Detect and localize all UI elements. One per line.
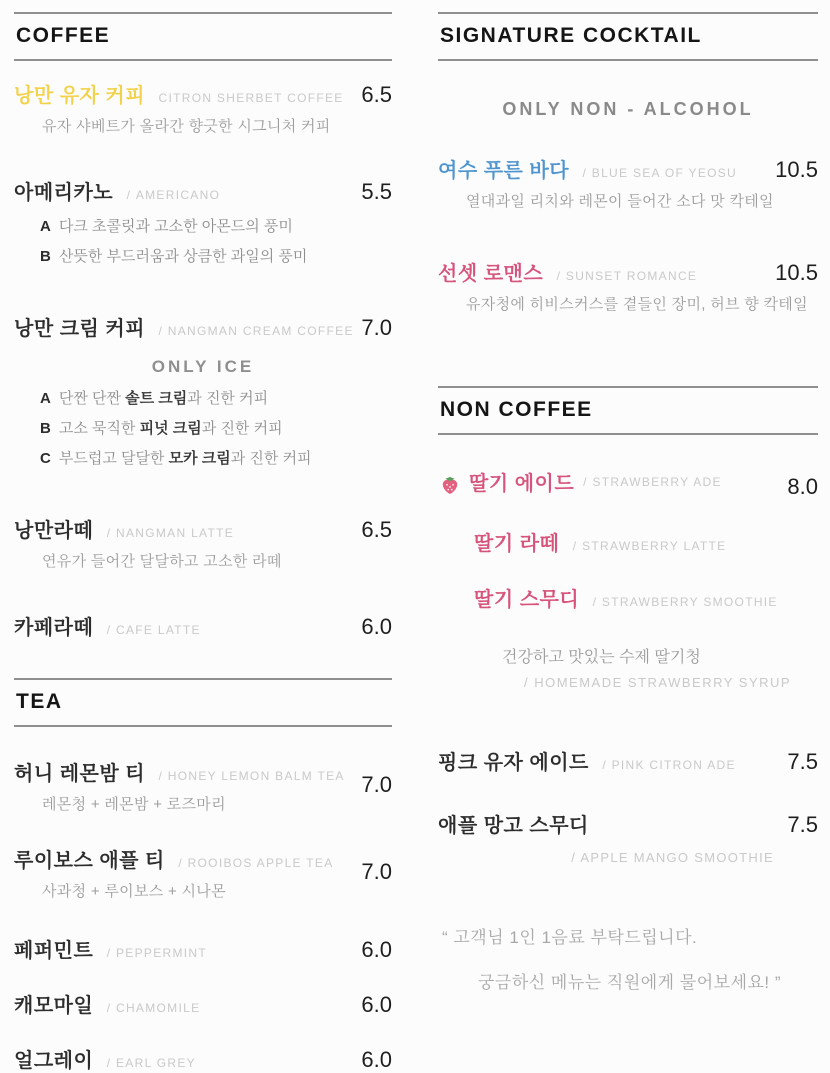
only-ice-note: ONLY ICE — [151, 357, 255, 376]
item-row — [14, 79, 392, 108]
item-name: 여수 푸른 바다 — [438, 160, 570, 182]
section-title-tea: TEA — [16, 690, 63, 713]
item-name: 딸기 라떼 — [474, 532, 560, 555]
menu-column-right — [438, 12, 818, 1073]
item-subtitle: / HONEY LEMON BALM TEA — [158, 769, 345, 783]
item-subtitle: / NANGMAN CREAM COFFEE — [158, 324, 354, 338]
item-price: 5.5 — [361, 179, 392, 204]
item-name: 아메리카노 — [14, 182, 114, 204]
menu-item-cafe-latte — [14, 611, 392, 640]
section-title-non-coffee: NON COFFEE — [440, 398, 593, 421]
option-label: B — [40, 248, 51, 265]
item-options — [40, 387, 392, 468]
option-text: 다크 초콜릿과 고소한 아몬드의 풍미 — [58, 218, 293, 235]
item-row — [14, 176, 392, 205]
option-a — [40, 215, 392, 236]
item-price: 10.5 — [775, 157, 818, 182]
section-header-coffee — [14, 12, 392, 61]
option-a — [40, 387, 392, 408]
option-label: C — [40, 450, 51, 467]
menu-item-blue-sea-of-yeosu — [438, 154, 818, 211]
option-text: 과 진한 커피 — [187, 390, 269, 407]
item-row — [14, 312, 392, 341]
item-subtitle: CITRON SHERBET COFFEE — [158, 91, 344, 105]
item-row — [14, 844, 392, 884]
menu-item-nangman-latte — [14, 514, 392, 571]
item-price: 7.0 — [361, 772, 392, 797]
non-alcohol-note: ONLY NON - ALCOHOL — [502, 99, 754, 119]
strawberry-icon — [438, 472, 462, 496]
item-name: 캐모마일 — [14, 995, 94, 1017]
item-subtitle: / SUNSET ROMANCE — [556, 269, 698, 283]
menu-item-pink-citron-ade — [438, 746, 818, 775]
menu-item-strawberry-smoothie — [474, 583, 818, 612]
strawberry-description-kr: 건강하고 맛있는 수제 딸기청 — [502, 648, 701, 666]
item-name: 얼그레이 — [14, 1050, 94, 1072]
option-text-bold: 모카 크림 — [168, 450, 231, 467]
section-header-signature-cocktail — [438, 12, 818, 61]
item-price: 8.0 — [787, 473, 818, 499]
item-subtitle: / ROOIBOS APPLE TEA — [178, 856, 334, 870]
item-name: 핑크 유자 에이드 — [438, 751, 589, 774]
divider — [14, 725, 392, 727]
divider — [14, 59, 392, 61]
menu-item-sunset-romance — [438, 257, 818, 314]
item-row — [14, 989, 392, 1018]
item-price: 6.0 — [361, 937, 392, 962]
option-label: A — [40, 218, 51, 235]
item-price: 6.5 — [361, 82, 392, 107]
section-header-tea — [14, 678, 392, 727]
item-name: 딸기 에이드 — [469, 473, 575, 495]
strawberry-description-en: / HOMEMADE STRAWBERRY SYRUP — [524, 674, 792, 690]
footer-line-1: “ 고객님 1인 1음료 부탁드립니다. — [442, 927, 698, 947]
item-price: 7.0 — [361, 859, 392, 884]
item-options — [40, 215, 392, 266]
item-price: 6.5 — [361, 517, 392, 542]
divider — [438, 433, 818, 435]
item-price: 6.0 — [361, 992, 392, 1017]
item-row — [14, 934, 392, 963]
option-text: 단짠 단짠 — [58, 390, 126, 407]
item-subtitle: / CHAMOMILE — [106, 1001, 201, 1015]
menu-item-nangman-cream-coffee — [14, 312, 392, 468]
menu-item-strawberry-ade — [438, 467, 818, 500]
menu-item-apple-mango-smoothie — [438, 809, 818, 865]
option-text: 산뜻한 부드러움과 상큼한 과일의 풍미 — [58, 248, 308, 265]
item-row — [438, 467, 818, 500]
item-price: 6.0 — [361, 614, 392, 639]
item-row — [438, 809, 818, 838]
item-row — [14, 757, 392, 797]
option-text-bold: 피넛 크림 — [139, 420, 202, 437]
item-price: 7.5 — [787, 811, 818, 837]
menu-footer-note — [442, 923, 818, 993]
item-row — [14, 1044, 392, 1073]
item-name: 허니 레몬밤 티 — [14, 763, 146, 785]
footer-line-2: 궁금하신 메뉴는 직원에게 물어보세요! ” — [478, 972, 782, 992]
option-b — [40, 245, 392, 266]
section-title-signature-cocktail: SIGNATURE COCKTAIL — [440, 24, 702, 47]
section-title-coffee: COFFEE — [16, 24, 111, 47]
item-description: 유자청에 히비스커스를 곁들인 장미, 허브 향 칵테일 — [466, 296, 808, 313]
option-text: 과 진한 커피 — [201, 420, 283, 437]
menu-item-strawberry-latte — [474, 527, 818, 556]
item-subtitle: / BLUE SEA OF YEOSU — [582, 166, 738, 180]
option-text: 고소 묵직한 — [58, 420, 140, 437]
item-price: 10.5 — [775, 260, 818, 285]
item-subtitle: / NANGMAN LATTE — [106, 526, 235, 540]
menu-item-earl-grey — [14, 1044, 392, 1073]
item-description: 유자 샤베트가 올라간 향긋한 시그니처 커피 — [42, 118, 331, 135]
item-row — [438, 746, 818, 775]
item-description: 열대과일 리치와 레몬이 들어간 소다 맛 칵테일 — [466, 193, 774, 210]
option-b — [40, 417, 392, 438]
item-subtitle: / AMERICANO — [126, 188, 221, 202]
option-text-bold: 솔트 크림 — [125, 390, 188, 407]
divider — [438, 12, 818, 14]
item-row — [438, 154, 818, 183]
divider — [14, 678, 392, 680]
item-description: 연유가 들어간 달달하고 고소한 라떼 — [42, 553, 282, 570]
option-text: 부드럽고 달달한 — [58, 450, 169, 467]
item-row — [474, 583, 818, 612]
item-name: 카페라떼 — [14, 617, 94, 639]
item-row — [14, 514, 392, 543]
option-label: A — [40, 390, 51, 407]
item-subtitle: / STRAWBERRY ADE — [583, 474, 722, 489]
option-text: 과 진한 커피 — [230, 450, 312, 467]
item-subtitle: / PEPPERMINT — [106, 946, 208, 960]
section-header-non-coffee — [438, 386, 818, 435]
item-name: 낭만라떼 — [14, 520, 94, 542]
item-name: 루이보스 애플 티 — [14, 850, 165, 872]
item-name: 딸기 스무디 — [474, 588, 580, 611]
item-name: 낭만 유자 커피 — [14, 85, 146, 107]
item-name: 페퍼민트 — [14, 940, 94, 962]
item-row — [438, 257, 818, 286]
item-name: 낭만 크림 커피 — [14, 318, 146, 340]
item-description: 레몬청 + 레몬밤 + 로즈마리 — [42, 796, 226, 813]
item-price: 6.0 — [361, 1047, 392, 1072]
option-c — [40, 447, 392, 468]
menu-item-honey-lemon-balm-tea — [14, 757, 392, 814]
item-row — [14, 611, 392, 640]
item-name: 애플 망고 스무디 — [438, 814, 589, 837]
item-name: 선셋 로맨스 — [438, 263, 544, 285]
item-subtitle: / CAFE LATTE — [106, 623, 201, 637]
item-price: 7.0 — [361, 315, 392, 340]
menu-item-citron-sherbet-coffee — [14, 79, 392, 136]
item-subtitle: / EARL GREY — [106, 1056, 196, 1070]
menu-item-peppermint — [14, 934, 392, 963]
menu-item-rooibos-apple-tea — [14, 844, 392, 901]
menu-column-left — [14, 12, 392, 1073]
divider — [14, 12, 392, 14]
item-subtitle: / STRAWBERRY SMOOTHIE — [592, 594, 778, 609]
item-subtitle: / STRAWBERRY LATTE — [572, 538, 727, 553]
option-label: B — [40, 420, 51, 437]
item-price: 7.5 — [787, 748, 818, 774]
item-row — [474, 527, 818, 556]
menu-item-americano — [14, 176, 392, 266]
divider — [438, 59, 818, 61]
item-subtitle: / APPLE MANGO SMOOTHIE — [571, 849, 774, 865]
menu-item-chamomile — [14, 989, 392, 1018]
item-description: 사과청 + 루이보스 + 시나몬 — [42, 883, 226, 900]
item-subtitle: / PINK CITRON ADE — [602, 757, 736, 772]
divider — [438, 386, 818, 388]
